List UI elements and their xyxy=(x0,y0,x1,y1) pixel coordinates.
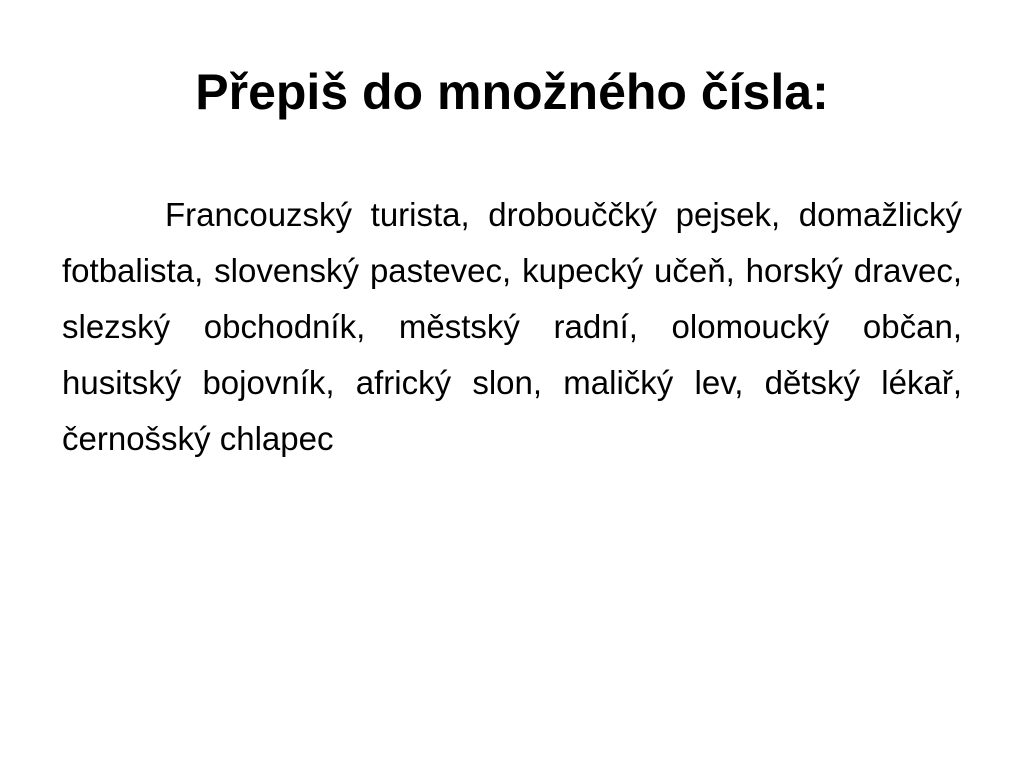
slide-body-text: Francouzský turista, drobouččký pejsek, domažlický fotbalista, slovenský pastevec, kupecký učeň, horský dravec, slezský obchodník, městský radní, olomoucký občan, husitský bojovník, africký slon, maličký lev, dětský lékař, černošský chlapec xyxy=(62,196,962,457)
slide-title: Přepiš do množného čísla: xyxy=(195,64,829,120)
